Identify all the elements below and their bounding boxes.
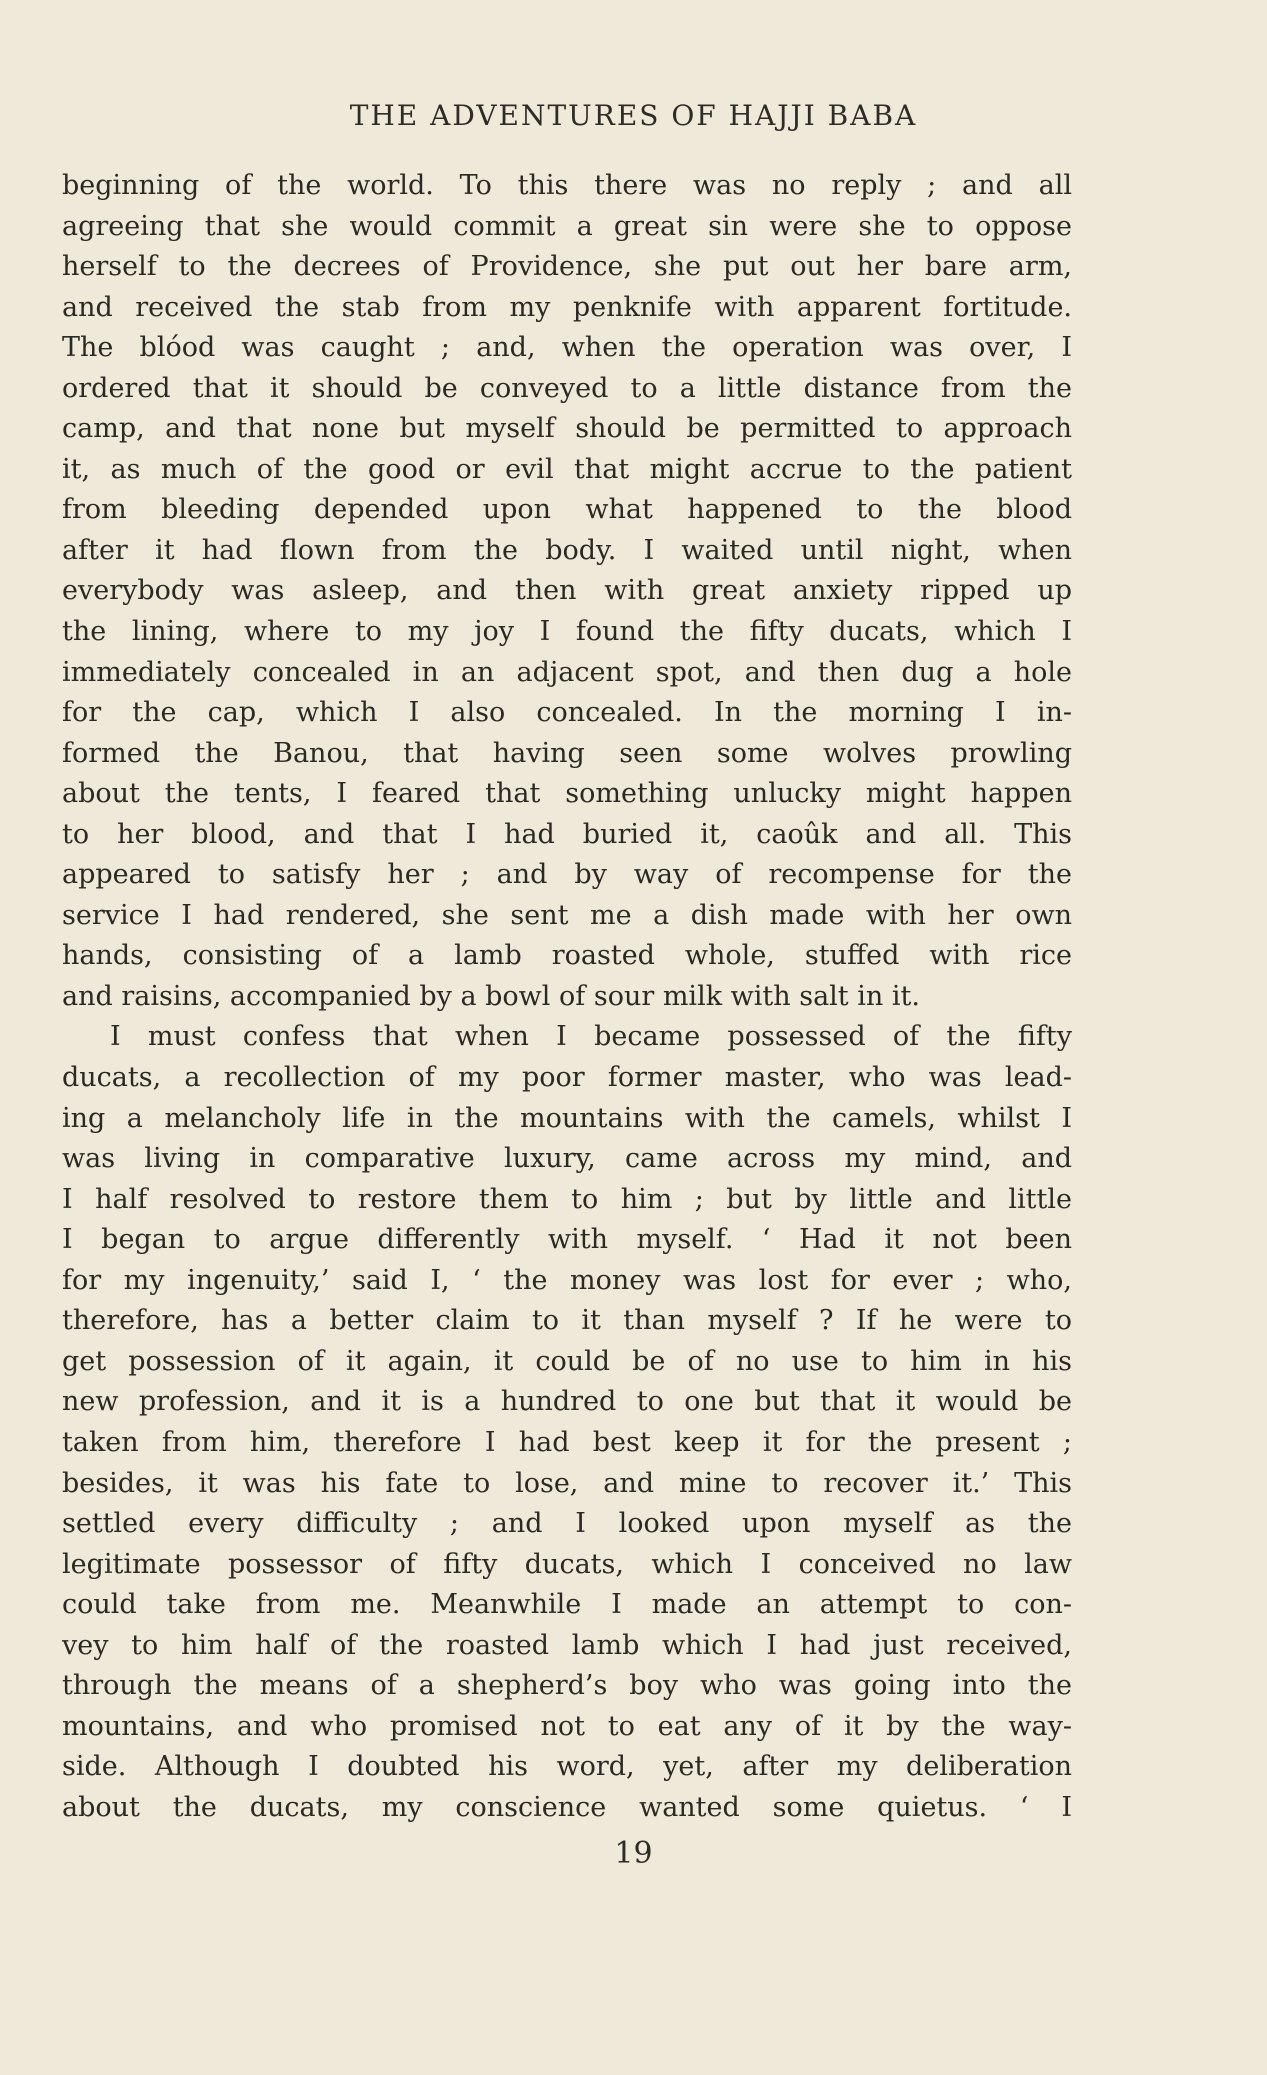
text-line: after it had flown from the body. I waited until night, when <box>62 534 1072 566</box>
text-line: and received the stab from my penknife with apparent fortitude. <box>62 291 1072 323</box>
text-line: agreeing that she would commit a great sin were she to oppose <box>62 210 1072 242</box>
running-title: THE ADVENTURES OF HAJJI BABA <box>349 99 918 132</box>
text-line: ing a melancholy life in the mountains with the camels, whilst I <box>62 1102 1072 1134</box>
text-line: from bleeding depended upon what happened to the blood <box>62 494 1072 526</box>
text-line: settled every difficulty ; and I looked upon myself as the <box>62 1508 1072 1540</box>
text-line: side. Although I doubted his word, yet, after my deliberation <box>62 1751 1072 1783</box>
text-line: mountains, and who promised not to eat any of it by the way- <box>62 1710 1072 1742</box>
text-line: vey to him half of the roasted lamb which I had just received, <box>62 1629 1072 1661</box>
text-line: immediately concealed in an adjacent spot, and then dug a hole <box>62 656 1072 688</box>
text-line: therefore, has a better claim to it than myself ? If he were to <box>62 1305 1072 1337</box>
text-line: ducats, a recollection of my poor former master, who was lead- <box>62 1062 1072 1094</box>
text-line: camp, and that none but myself should be permitted to approach <box>62 413 1072 445</box>
text-line: it, as much of the good or evil that might accrue to the patient <box>62 453 1072 485</box>
text-line: for the cap, which I also concealed. In the morning I in- <box>62 697 1072 729</box>
text-line: was living in comparative luxury, came across my mind, and <box>62 1143 1072 1175</box>
page-number: 19 <box>614 1836 653 1871</box>
text-line: about the tents, I feared that something unlucky might happen <box>62 778 1072 810</box>
text-line: hands, consisting of a lamb roasted whole, stuffed with rice <box>62 940 1072 972</box>
text-line: appeared to satisfy her ; and by way of recompense for the <box>62 859 1072 891</box>
text-line: everybody was asleep, and then with great anxiety ripped up <box>62 575 1072 607</box>
text-line: herself to the decrees of Providence, she put out her bare arm, <box>62 251 1072 283</box>
text-line: beginning of the world. To this there was no reply ; and all <box>62 170 1072 201</box>
text-line: new profession, and it is a hundred to one but that it would be <box>62 1386 1072 1418</box>
text-line: the lining, where to my joy I found the fifty ducats, which I <box>62 616 1072 648</box>
text-line: I half resolved to restore them to him ; but by little and little <box>62 1183 1072 1215</box>
paragraph-start-line: I must confess that when I became possessed of the fifty <box>110 1021 1072 1053</box>
paragraph-end-line: and raisins, accompanied by a bowl of sour milk with salt in it. <box>62 980 920 1012</box>
text-line: through the means of a shepherd’s boy who was going into the <box>62 1670 1072 1702</box>
text-line: formed the Banou, that having seen some wolves prowling <box>62 737 1072 769</box>
body-text <box>62 166 1072 1828</box>
text-line: for my ingenuity,’ said I, ‘ the money was lost for ever ; who, <box>62 1264 1072 1296</box>
text-line: about the ducats, my conscience wanted some quietus. ‘ I <box>62 1791 1072 1823</box>
text-line: The blóod was caught ; and, when the operation was over, I <box>62 332 1072 364</box>
text-line: to her blood, and that I had buried it, caoûk and all. This <box>62 818 1072 850</box>
text-line: service I had rendered, she sent me a dish made with her own <box>62 899 1072 931</box>
text-line: get possession of it again, it could be of no use to him in his <box>62 1345 1072 1377</box>
text-line: besides, it was his fate to lose, and mine to recover it.’ This <box>62 1467 1072 1499</box>
text-line: I began to argue differently with myself. ‘ Had it not been <box>62 1224 1072 1256</box>
text-line: taken from him, therefore I had best keep it for the present ; <box>62 1426 1072 1458</box>
text-line: ordered that it should be conveyed to a little distance from the <box>62 372 1072 404</box>
text-line: could take from me. Meanwhile I made an attempt to con- <box>62 1589 1072 1621</box>
text-line: legitimate possessor of fifty ducats, which I conceived no law <box>62 1548 1072 1580</box>
